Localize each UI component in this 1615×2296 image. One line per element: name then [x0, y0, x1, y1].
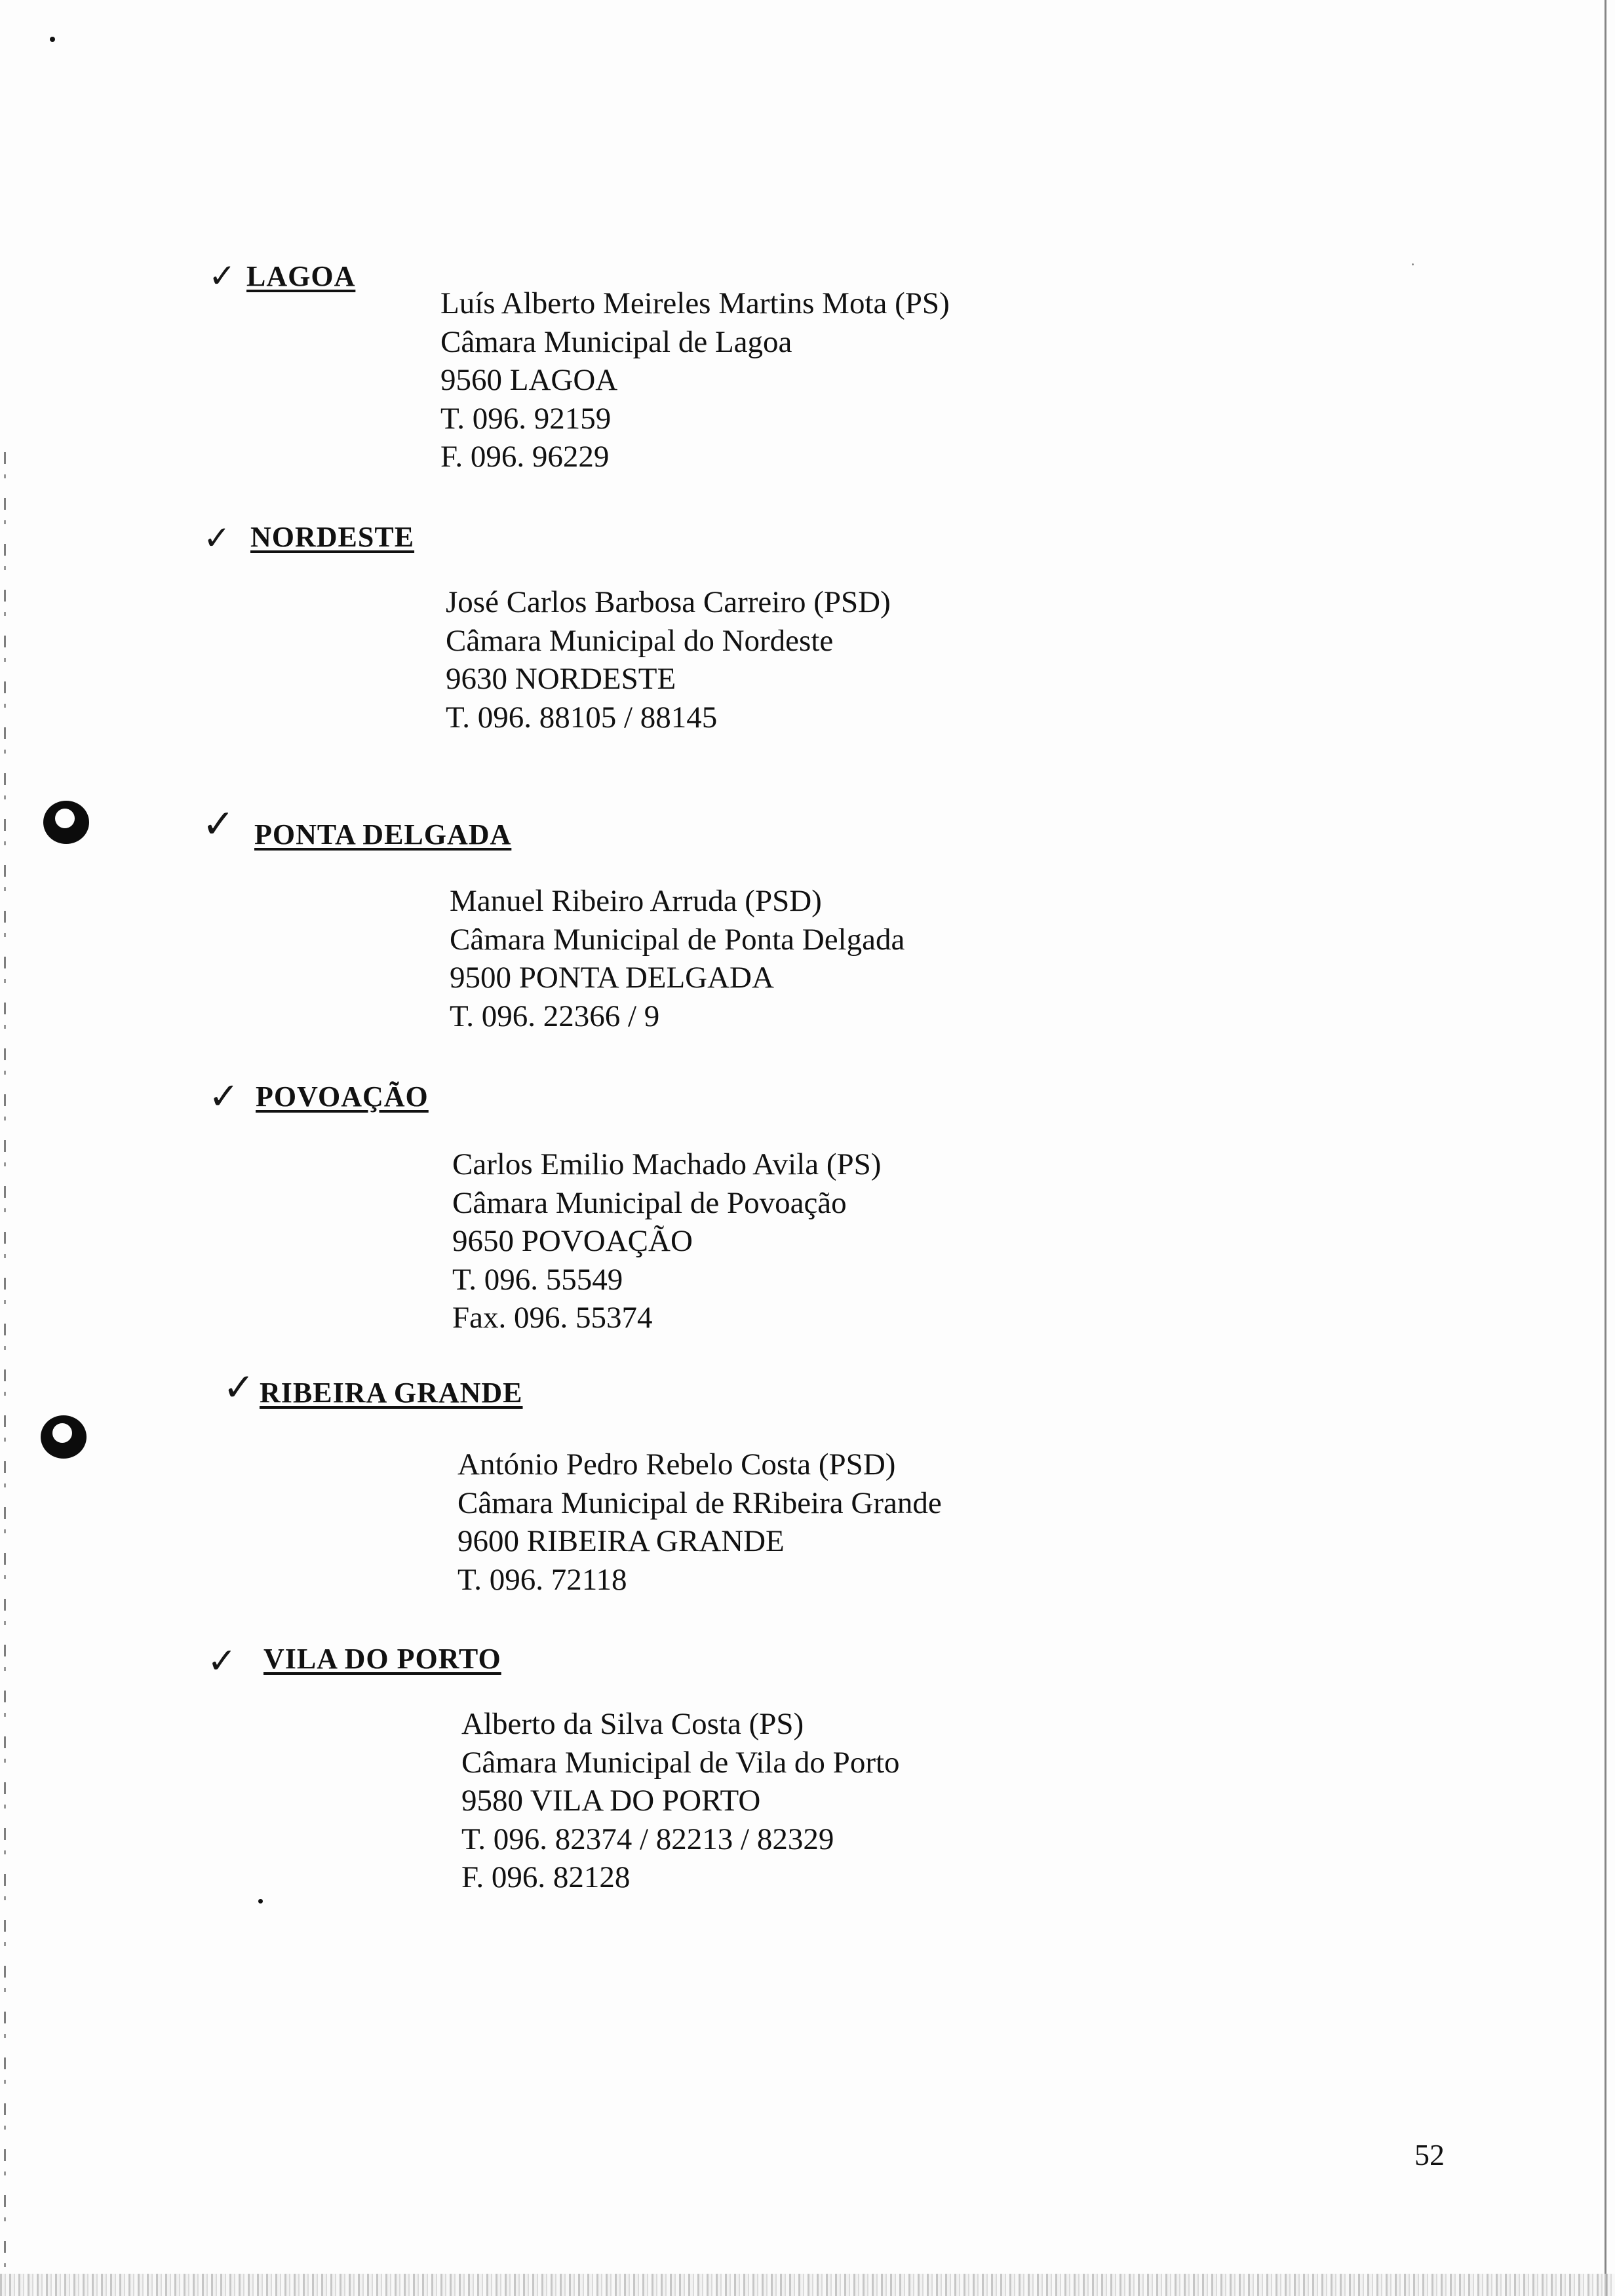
entry-heading: POVOAÇÃO	[256, 1081, 429, 1113]
telephone: T. 096. 92159	[440, 401, 612, 436]
entry-heading: LAGOA	[246, 260, 356, 292]
fax: F. 096. 96229	[440, 440, 610, 474]
scan-edge-left	[4, 452, 6, 2287]
official-name: António Pedro Rebelo Costa (PSD)	[457, 1447, 896, 1482]
entry-heading: PONTA DELGADA	[254, 818, 512, 851]
scan-speck	[1412, 263, 1414, 265]
checkmark-icon: ✓	[203, 519, 231, 557]
entry-details	[446, 583, 891, 737]
scan-speck	[50, 37, 55, 42]
institution: Câmara Municipal de Lagoa	[440, 324, 792, 359]
official-name: Luís Alberto Meireles Martins Mota (PS)	[440, 286, 950, 320]
checkmark-icon: ✓	[207, 1640, 237, 1681]
entry-heading: RIBEIRA GRANDE	[260, 1377, 523, 1409]
fax: Fax. 096. 55374	[452, 1301, 653, 1335]
page-number: 52	[1414, 2138, 1445, 2172]
entry-heading: VILA DO PORTO	[263, 1643, 501, 1675]
postal-address: 9650 POVOAÇÃO	[452, 1224, 693, 1258]
fax: F. 096. 82128	[461, 1860, 631, 1894]
checkmark-icon: ✓	[202, 801, 235, 847]
official-name: José Carlos Barbosa Carreiro (PSD)	[446, 585, 891, 619]
scan-edge-right	[1605, 0, 1606, 2296]
telephone: T. 096. 55549	[452, 1262, 623, 1297]
postal-address: 9600 RIBEIRA GRANDE	[457, 1524, 785, 1558]
official-name: Alberto da Silva Costa (PS)	[461, 1707, 804, 1741]
postal-address: 9580 VILA DO PORTO	[461, 1784, 761, 1818]
entry-details	[450, 882, 905, 1035]
telephone: T. 096. 72118	[457, 1562, 627, 1597]
official-name: Carlos Emilio Machado Avila (PS)	[452, 1147, 882, 1181]
postal-address: 9500 PONTA DELGADA	[450, 961, 774, 995]
punch-hole-bottom	[41, 1415, 87, 1459]
entry-details	[440, 284, 950, 476]
entry-details	[452, 1145, 881, 1337]
punch-hole-top	[43, 801, 89, 844]
entry-details	[461, 1705, 900, 1897]
institution: Câmara Municipal de Ponta Delgada	[450, 922, 905, 957]
checkmark-icon: ✓	[208, 257, 236, 295]
telephone: T. 096. 22366 / 9	[450, 999, 660, 1033]
entry-details	[457, 1445, 942, 1599]
official-name: Manuel Ribeiro Arruda (PSD)	[450, 884, 822, 918]
scan-speck	[258, 1899, 263, 1904]
telephone: T. 096. 88105 / 88145	[446, 700, 718, 735]
institution: Câmara Municipal de Povoação	[452, 1185, 847, 1220]
telephone: T. 096. 82374 / 82213 / 82329	[461, 1822, 834, 1856]
postal-address: 9630 NORDESTE	[446, 662, 676, 696]
checkmark-icon: ✓	[208, 1075, 239, 1118]
scan-edge-bottom	[0, 2274, 1615, 2296]
institution: Câmara Municipal de RRibeira Grande	[457, 1485, 942, 1520]
entry-heading: NORDESTE	[250, 521, 415, 553]
institution: Câmara Municipal do Nordeste	[446, 623, 834, 658]
institution: Câmara Municipal de Vila do Porto	[461, 1745, 900, 1780]
postal-address: 9560 LAGOA	[440, 363, 618, 397]
checkmark-icon: ✓	[223, 1365, 255, 1409]
